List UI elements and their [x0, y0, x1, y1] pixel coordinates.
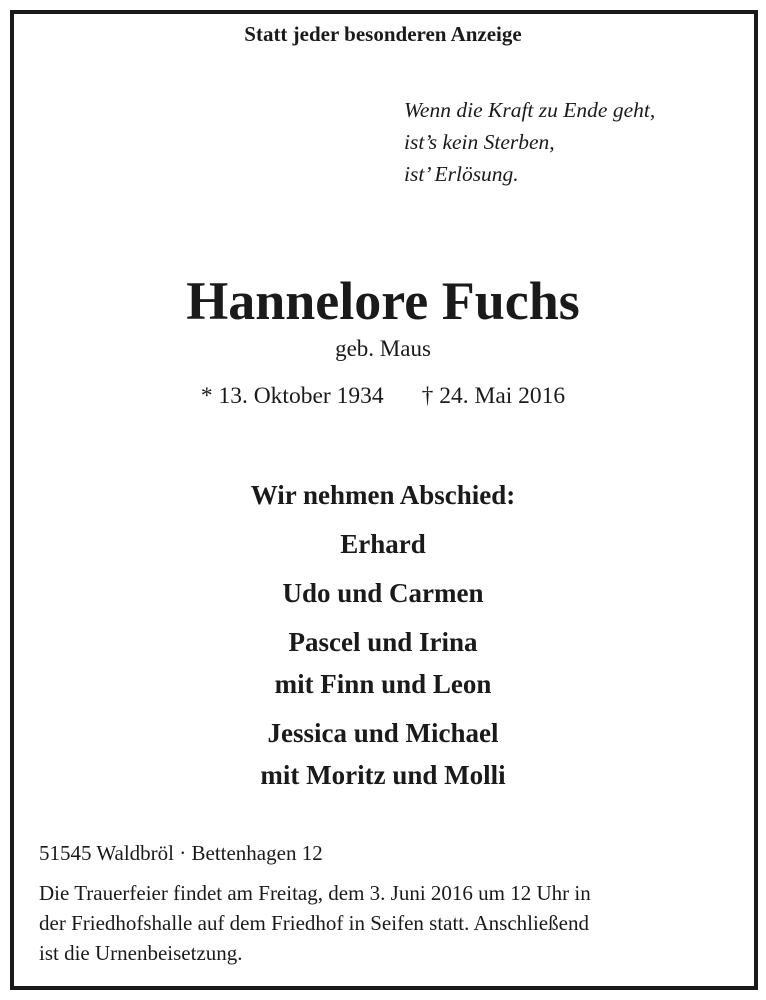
maiden-name: geb. Maus: [335, 336, 431, 361]
mourner-line: Erhard: [340, 529, 426, 559]
mourner-line: Udo und Carmen: [282, 578, 484, 608]
death-date: † 24. Mai 2016: [421, 383, 566, 409]
deceased-name: Hannelore Fuchs: [186, 271, 580, 331]
notice-header: Statt jeder besonderen Anzeige: [244, 22, 522, 46]
ceremony-line: ist die Urnenbeisetzung.: [39, 941, 243, 965]
ceremony-line: der Friedhofshalle auf dem Friedhof in Seifen statt. Anschließend: [39, 911, 589, 935]
mourner-group: [0, 712, 766, 796]
poem-line: ist’ Erlösung.: [404, 162, 519, 186]
notice-footer: [39, 838, 736, 968]
mourner-line: mit Moritz und Molli: [260, 760, 506, 790]
mourner-group: [0, 523, 766, 565]
mourners-intro: Wir nehmen Abschied:: [250, 480, 516, 510]
ceremony-info: [39, 878, 736, 968]
birth-date: * 13. Oktober 1934: [200, 383, 384, 409]
address: 51545 Waldbröl · Bettenhagen 12: [39, 841, 323, 865]
life-dates: [0, 380, 766, 412]
poem-line: Wenn die Kraft zu Ende geht,: [404, 98, 656, 122]
mourner-line: Jessica und Michael: [267, 718, 499, 748]
mourner-line: Pascel und Irina: [288, 627, 478, 657]
mourners-list: [0, 474, 766, 796]
poem: [404, 94, 655, 190]
mourner-line: mit Finn und Leon: [274, 669, 492, 699]
ceremony-line: Die Trauerfeier findet am Freitag, dem 3. Juni 2016 um 12 Uhr in: [39, 881, 591, 905]
mourner-group: [0, 621, 766, 705]
poem-line: ist’s kein Sterben,: [404, 130, 555, 154]
mourner-group: [0, 572, 766, 614]
